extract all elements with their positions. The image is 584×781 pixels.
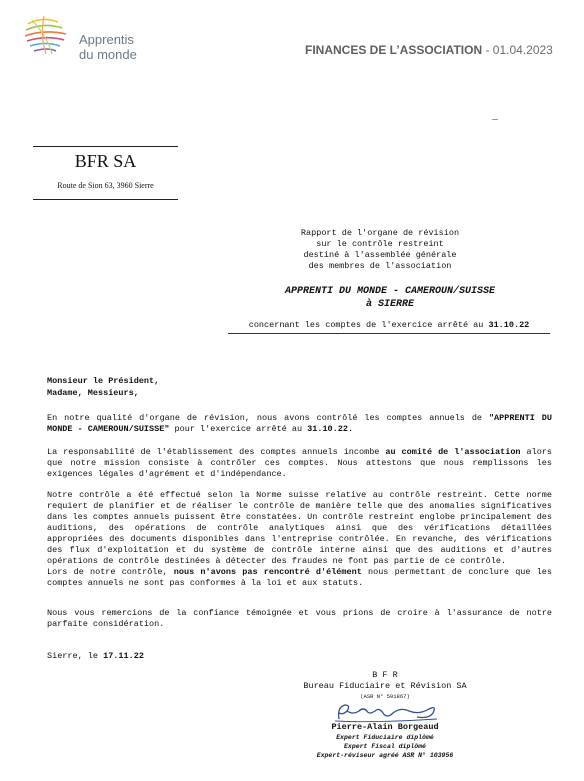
signer-name-text: Pierre-Alain Borgeaud — [331, 722, 439, 732]
p1-date: 31.10.22. — [307, 424, 354, 434]
p1-text: En notre qualité d'organe de révision, nous avons contrôlé les comptes annuels de — [47, 413, 489, 423]
letterhead-bottom-rule — [33, 199, 178, 200]
firm-address: Route de Sion 63, 3960 Sierre — [57, 181, 154, 190]
signature-firm-short: B F R — [372, 670, 398, 680]
report-intro-line: destiné à l'assemblée générale — [303, 250, 457, 260]
signature-firm-full: Bureau Fiduciaire et Révision SA — [303, 681, 467, 691]
signature-firm — [300, 670, 470, 692]
entity-block — [230, 285, 550, 311]
handwritten-signature-icon — [333, 701, 443, 723]
paragraph-1 — [47, 413, 552, 435]
header-date: - 01.04.2023 — [482, 43, 553, 57]
page-header-title — [305, 43, 553, 57]
letterhead-top-rule — [33, 146, 178, 147]
report-intro-line: sur le contrôle restreint — [316, 239, 444, 249]
place-date — [47, 651, 144, 661]
p2-emphasis: au comité de l'association — [385, 447, 521, 457]
logo-line-2: du monde — [79, 47, 137, 62]
accounts-date: 31.10.22 — [488, 320, 530, 330]
signer-title-1: Expert Fiduciaire diplômé — [336, 734, 434, 741]
report-intro-line: Rapport de l'organe de révision — [300, 228, 460, 238]
p1-text-2: pour l'exercice arrêté au — [169, 424, 308, 434]
salutation-line-1: Monsieur le Président, — [47, 376, 160, 386]
salutation — [47, 375, 159, 399]
report-intro — [300, 228, 460, 272]
page-mark — [492, 119, 498, 120]
signer-title-2: Expert Fiscal diplômé — [344, 743, 426, 750]
signer-name — [300, 722, 470, 733]
p2-text: La responsabilité de l'établissement des comptes annuels incombe — [47, 447, 386, 457]
accounts-period — [228, 320, 550, 330]
p1-entity: "APPRENTI DU MONDE - CAMEROUN/SUISSE" — [47, 413, 552, 434]
logo-text — [79, 32, 137, 62]
accounts-prefix: concernant les comptes de l'exercice arrêté au — [248, 320, 489, 330]
paragraph-4 — [47, 567, 552, 589]
p4-text: Lors de notre contrôle, — [47, 567, 174, 577]
salutation-line-2: Madame, Messieurs, — [47, 388, 139, 398]
paragraph-5: Nous vous remercions de la confiance témoignée et vous prions de croire à l'assurance de notre parfaite considération. — [47, 608, 552, 629]
signature-asr-number: (ASR N° 501867) — [360, 693, 410, 700]
signing-date: 17.11.22 — [103, 651, 144, 661]
logo-line-1: Apprentis — [79, 32, 134, 47]
entity-location: à SIERRE — [365, 299, 414, 310]
paragraph-2 — [47, 447, 552, 480]
signer-title-3: Expert-réviseur agréé ASR N° 103956 — [316, 752, 454, 759]
signer-titles — [300, 733, 470, 760]
firm-name: BFR SA — [74, 151, 137, 171]
p4-text-2: nous permettant de conclure que les comptes annuels ne sont pas conformes à la loi et aux statuts. — [47, 567, 552, 588]
logo-mark-icon — [22, 10, 72, 58]
p2-text-2: alors que notre mission consiste à contrôler ces comptes. Nous attestons que nous remplissons les exigences légales d'agrément et d'indépendance. — [47, 447, 553, 479]
accounts-rule — [228, 333, 550, 334]
header-title-text: FINANCES DE L’ASSOCIATION — [305, 43, 483, 57]
place: Sierre, le — [47, 651, 104, 661]
p4-emphasis: nous n'avons pas rencontré d'élément — [173, 567, 362, 577]
paragraph-3: Notre contrôle a été effectué selon la Norme suisse relative au contrôle restreint. Cette norme requiert de planifier et de réaliser le contrôle de manière telle que des anomalies significatives dans les comptes annuels puissent être constatées. Un contrôle restreint englobe principalement des auditions, des opérations de contrôle analytiques ainsi que des vérifications détaillées appropriées des documents disponibles dans l'entreprise contrôlée. En revanche, des vérifications des flux d'exploitation et du système de contrôle interne ainsi que des auditions et d'autres opérations de contrôle destinées à détecter des fraudes ne font pas partie de ce contrôle. — [47, 490, 552, 566]
entity-name: APPRENTI DU MONDE - CAMEROUN/SUISSE — [284, 286, 496, 297]
report-intro-line: des membres de l'association — [308, 261, 452, 271]
